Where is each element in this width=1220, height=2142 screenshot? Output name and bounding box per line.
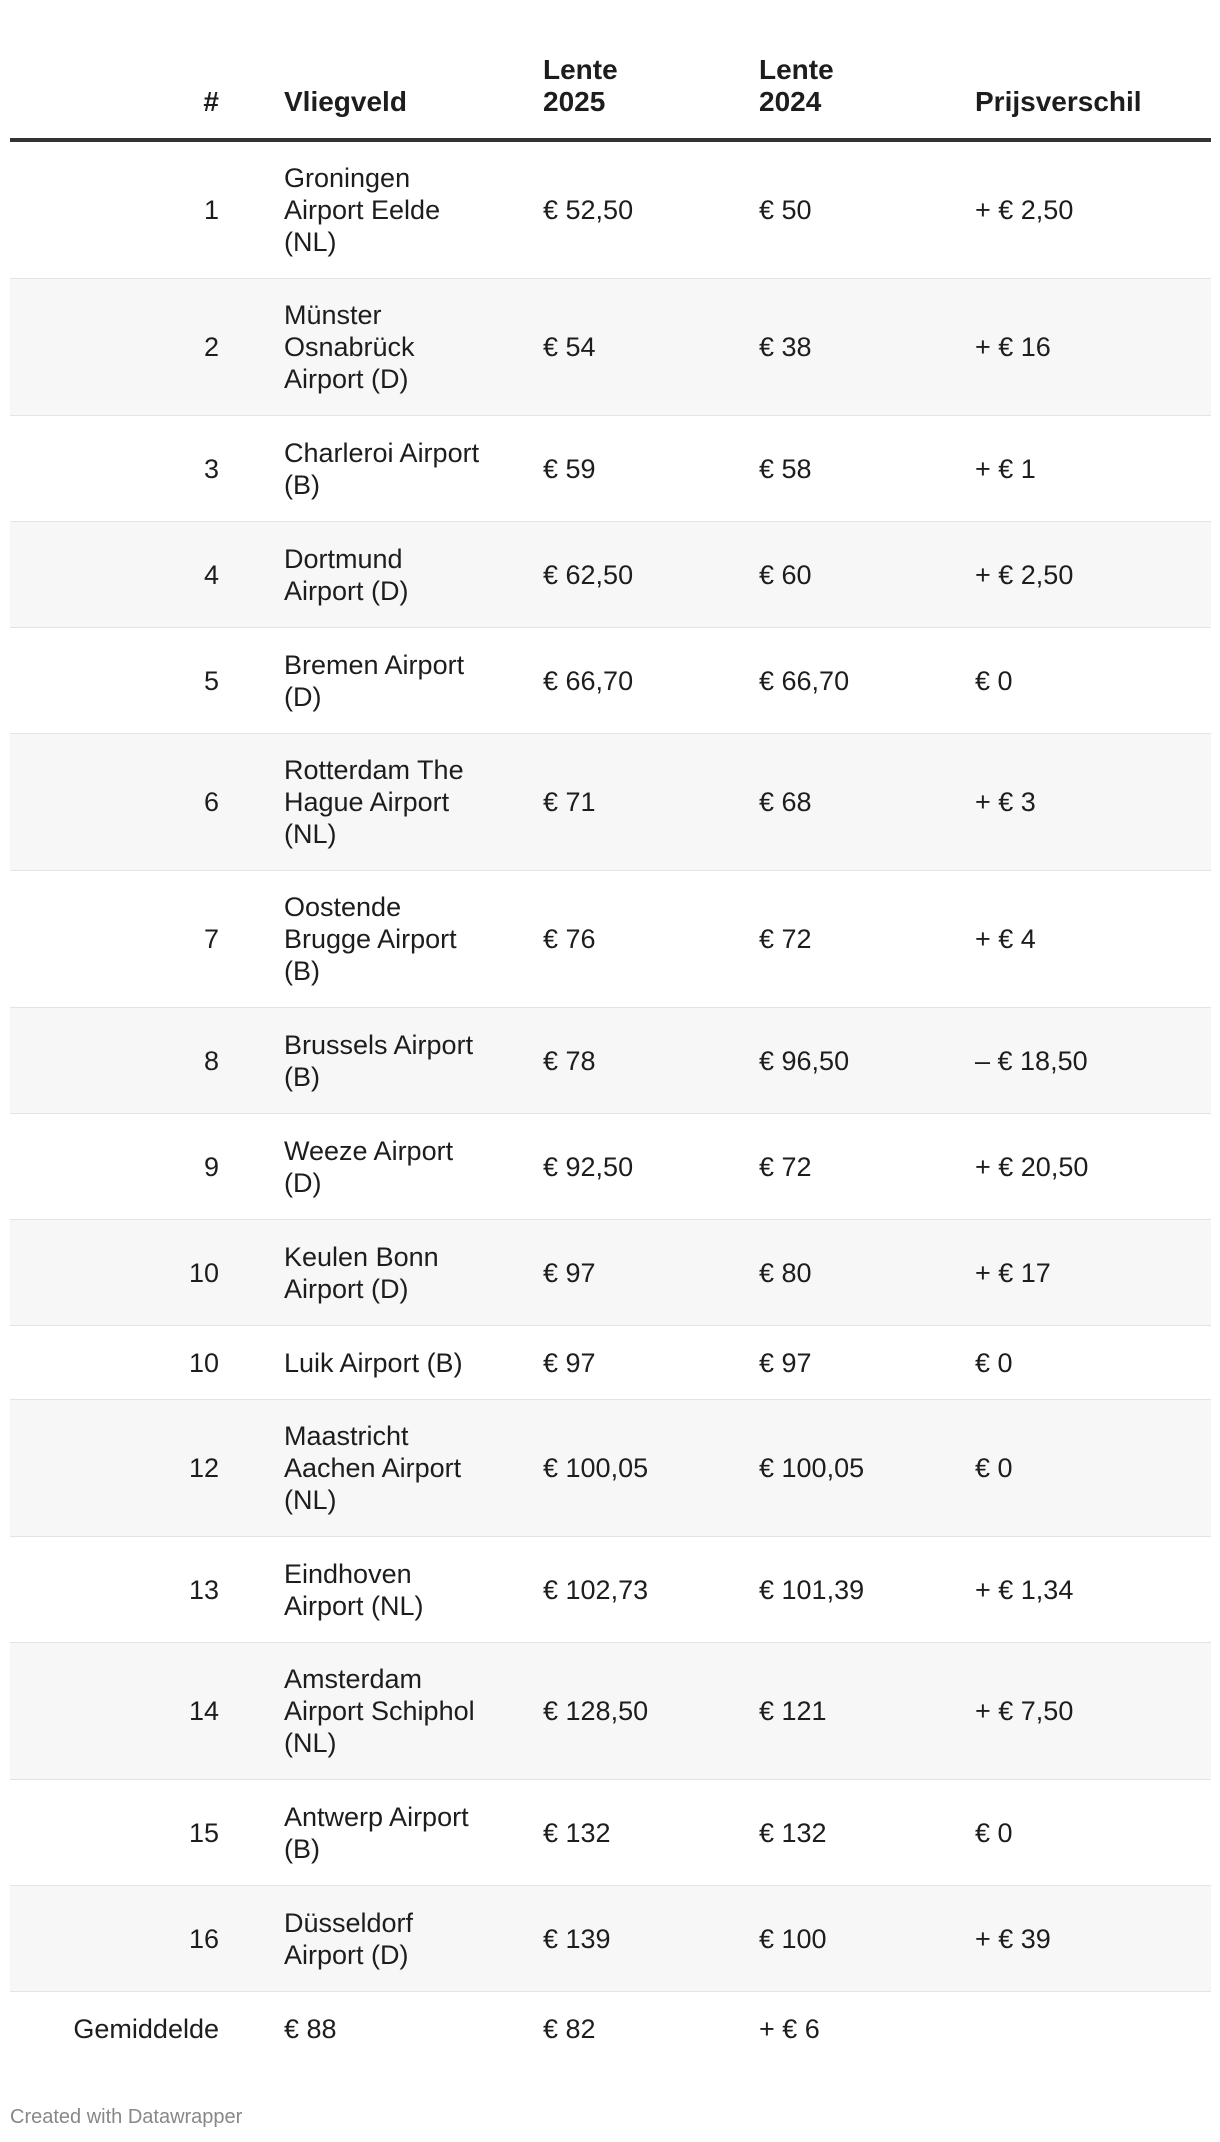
header-spring-2025: Lente 2025 [543, 54, 618, 117]
table-row [10, 1008, 1211, 1114]
spring-2024-cell: € 121 [759, 1696, 827, 1726]
table-row [10, 1114, 1211, 1220]
airport-cell: Rotterdam The Hague Airport (NL) [284, 755, 464, 849]
airport-cell: Münster Osnabrück Airport (D) [284, 300, 415, 394]
table-row [10, 628, 1211, 734]
header-price-difference: Prijsverschil [975, 86, 1142, 117]
airport-cell: Weeze Airport (D) [284, 1135, 454, 1198]
price-table [10, 0, 1211, 2066]
spring-2025-cell: € 59 [543, 453, 596, 484]
spring-2025-cell: € 66,70 [543, 665, 634, 696]
average-label: Gemiddelde [73, 2014, 219, 2044]
rank-cell: 1 [203, 195, 219, 225]
spring-2024-cell: € 50 [759, 195, 812, 225]
average-spring-2025: € 88 [284, 2014, 337, 2044]
difference-cell: + € 2,50 [975, 195, 1074, 225]
spring-2024-cell: € 58 [759, 453, 812, 484]
header-airport: Vliegveld [284, 86, 407, 117]
spring-2025-cell: € 52,50 [543, 195, 634, 225]
difference-cell: + € 16 [975, 332, 1051, 362]
rank-cell: 14 [188, 1696, 219, 1726]
header-spring-2024: Lente 2024 [759, 54, 834, 117]
spring-2025-cell: € 97 [543, 1257, 596, 1288]
spring-2025-cell: € 102,73 [543, 1574, 649, 1605]
airport-cell: Luik Airport (B) [284, 1347, 463, 1378]
airport-cell: Düsseldorf Airport (D) [284, 1907, 414, 1970]
spring-2024-cell: € 96,50 [759, 1045, 850, 1076]
spring-2024-cell: € 132 [759, 1817, 827, 1848]
spring-2025-cell: € 100,05 [543, 1453, 649, 1483]
airport-cell: Charleroi Airport (B) [284, 437, 480, 500]
airport-cell: Eindhoven Airport (NL) [284, 1558, 424, 1621]
spring-2025-cell: € 139 [543, 1923, 611, 1954]
difference-cell: – € 18,50 [975, 1045, 1088, 1076]
table-row [10, 416, 1211, 522]
spring-2025-cell: € 71 [543, 787, 596, 817]
spring-2024-cell: € 80 [759, 1257, 812, 1288]
spring-2025-cell: € 92,50 [543, 1151, 634, 1182]
rank-cell: 9 [203, 1151, 219, 1182]
rank-cell: 10 [188, 1257, 219, 1288]
difference-cell: € 0 [975, 665, 1013, 696]
spring-2025-cell: € 54 [543, 332, 596, 362]
rank-cell: 16 [188, 1923, 219, 1954]
spring-2025-cell: € 76 [543, 924, 596, 954]
average-difference: + € 6 [759, 2014, 820, 2044]
table-row [10, 1326, 1211, 1400]
difference-cell: € 0 [975, 1453, 1013, 1483]
spring-2025-cell: € 132 [543, 1817, 611, 1848]
spring-2025-cell: € 97 [543, 1347, 596, 1378]
spring-2025-cell: € 128,50 [543, 1696, 649, 1726]
difference-cell: + € 7,50 [975, 1696, 1074, 1726]
spring-2025-cell: € 78 [543, 1045, 596, 1076]
table-row [10, 1400, 1211, 1537]
airport-cell: Groningen Airport Eelde (NL) [284, 163, 441, 257]
table-row [10, 279, 1211, 416]
table-row [10, 1886, 1211, 1992]
difference-cell: + € 2,50 [975, 559, 1074, 590]
rank-cell: 12 [188, 1453, 219, 1483]
spring-2024-cell: € 100 [759, 1923, 827, 1954]
airport-cell: Brussels Airport (B) [284, 1029, 474, 1092]
spring-2024-cell: € 100,05 [759, 1453, 865, 1483]
airport-cell: Antwerp Airport (B) [284, 1801, 469, 1864]
rank-cell: 6 [203, 787, 219, 817]
rank-cell: 15 [188, 1817, 219, 1848]
airport-cell: Oostende Brugge Airport (B) [284, 892, 457, 986]
table-row [10, 1643, 1211, 1780]
spring-2024-cell: € 68 [759, 787, 812, 817]
spring-2024-cell: € 72 [759, 1151, 812, 1182]
difference-cell: € 0 [975, 1817, 1013, 1848]
spring-2024-cell: € 72 [759, 924, 812, 954]
table-body [10, 142, 1211, 2066]
table-row [10, 734, 1211, 871]
difference-cell: + € 3 [975, 787, 1036, 817]
rank-cell: 13 [188, 1574, 219, 1605]
spring-2024-cell: € 101,39 [759, 1574, 865, 1605]
rank-cell: 10 [188, 1347, 219, 1378]
table-row [10, 871, 1211, 1008]
average-spring-2024: € 82 [543, 2014, 596, 2044]
airport-cell: Amsterdam Airport Schiphol (NL) [284, 1664, 475, 1758]
difference-cell: + € 39 [975, 1923, 1051, 1954]
difference-cell: + € 20,50 [975, 1151, 1089, 1182]
spring-2024-cell: € 60 [759, 559, 812, 590]
table-row [10, 142, 1211, 279]
spring-2024-cell: € 38 [759, 332, 812, 362]
spring-2024-cell: € 66,70 [759, 665, 850, 696]
rank-cell: 8 [203, 1045, 219, 1076]
rank-cell: 7 [203, 924, 219, 954]
table-row [10, 1537, 1211, 1643]
table-row [10, 522, 1211, 628]
spring-2025-cell: € 62,50 [543, 559, 634, 590]
table-footer-row [10, 1992, 1211, 2066]
credit-text: Created with Datawrapper [10, 2106, 243, 2128]
airport-cell: Bremen Airport (D) [284, 649, 465, 712]
table-row [10, 1220, 1211, 1326]
airport-cell: Keulen Bonn Airport (D) [284, 1241, 439, 1304]
rank-cell: 3 [203, 453, 219, 484]
table-header [10, 0, 1211, 142]
table-row [10, 1780, 1211, 1886]
airport-cell: Dortmund Airport (D) [284, 543, 409, 606]
difference-cell: + € 4 [975, 924, 1036, 954]
rank-cell: 4 [203, 559, 219, 590]
spring-2024-cell: € 97 [759, 1347, 812, 1378]
difference-cell: € 0 [975, 1347, 1013, 1378]
airport-cell: Maastricht Aachen Airport (NL) [284, 1421, 462, 1515]
difference-cell: + € 1 [975, 453, 1036, 484]
rank-cell: 5 [203, 665, 219, 696]
header-rank: # [203, 86, 219, 117]
difference-cell: + € 1,34 [975, 1574, 1074, 1605]
difference-cell: + € 17 [975, 1257, 1051, 1288]
rank-cell: 2 [203, 332, 219, 362]
